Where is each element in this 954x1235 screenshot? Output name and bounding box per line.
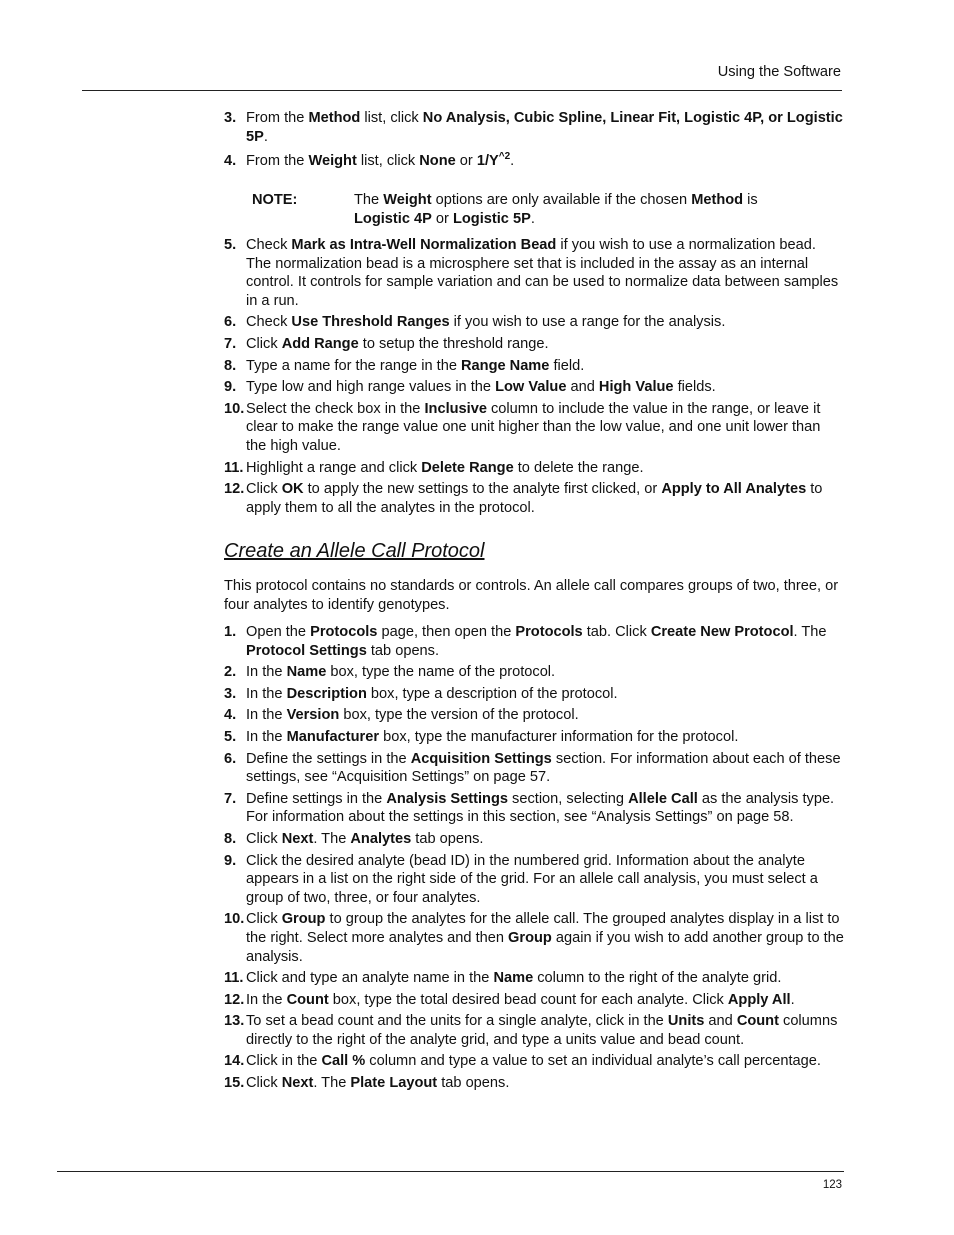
bold-term: Protocols [515,624,583,640]
step-number: 7. [224,335,237,352]
bold-term: Next [281,830,314,847]
list-item [224,1012,844,1049]
step-text: Open the Protocols page, then open the Protocols tab. Click Create New Protocol. The Protocol Settings tab opens. [246,624,827,659]
list-item [224,910,844,966]
step-text: Click in the Call % column and type a value to set an individual analyte’s call percentage. [246,1053,821,1070]
bold-term: Count [286,991,329,1008]
list-item [224,830,844,849]
bold-term: Plate Layout [350,1075,438,1092]
bold-term: Apply to All Analytes [661,481,807,498]
step-text: In the Manufacturer box, type the manufacturer information for the protocol. [246,728,739,745]
bold-term: Mark as Intra-Well Normalization Bead [291,237,557,253]
step-number: 3. [224,110,237,126]
list-item [224,969,844,988]
superscript: ^2 [498,151,511,163]
bold-term: Analytes [350,830,412,847]
step-number: 5. [224,237,237,253]
header-title: Using the Software [717,64,841,80]
bold-term: None [419,153,456,170]
steps-list-3 [224,623,844,1093]
step-text: Define the settings in the Acquisition Settings section. For information about each of these settings, see “Acquisition Settings” on page 57. [246,750,841,786]
step-text: From the Method list, click No Analysis, Cubic Spline, Linear Fit, Logistic 4P, or Logistic 5P. [246,110,843,145]
step-text: From the Weight list, click None or $1/Y^{\^{}2}$. [246,151,515,170]
steps-list-2 [224,236,844,517]
steps-list-1 [224,109,844,171]
step-text: Highlight a range and click Delete Range to delete the range. [246,459,644,476]
step-text: In the Name box, type the name of the protocol. [246,664,556,681]
step-number: 6. [224,314,237,331]
step-text: In the Count box, type the total desired bead count for each analyte. Click Apply All. [246,991,795,1008]
step-number: 5. [224,728,237,745]
bold-term: Low Value [495,379,567,396]
steps-list-1-container [224,109,844,171]
step-text: Check Mark as Intra-Well Normalization Bead if you wish to use a normalization bead. The normalization bead is a microsphere set that is included in the assay as an internal control. It controls for sample variation and can be used to normalize data between samples in a run. [246,237,839,309]
section-intro: This protocol contains no standards or controls. An allele call compares groups of two, three, or four analytes to identify genotypes. [224,578,839,613]
list-item [224,109,844,146]
step-text: Click and type an analyte name in the Name column to the right of the analyte grid. [246,970,782,987]
list-item [224,1074,844,1093]
step-number: 10. [224,911,245,928]
note-box [252,191,812,228]
footer-rule [57,1171,844,1172]
step-text: To set a bead count and the units for a single analyte, click in the Units and Count columns directly to the right of the analyte grid, and type a units value and bead count. [246,1013,838,1048]
bold-term: Create New Protocol [650,624,794,640]
step-number: 13. [224,1013,245,1030]
bold-term: Description [286,685,367,702]
bold-term: Count [736,1013,779,1030]
bold-term: Method [691,192,744,208]
list-item [224,335,844,354]
list-item [224,663,844,682]
list-item [224,313,844,332]
list-item [224,378,844,397]
bold-term: Use Threshold Ranges [291,314,450,331]
step-number: 12. [224,991,245,1008]
bold-term: Group [508,929,552,946]
step-number: 8. [224,830,237,847]
step-number: 4. [224,707,237,724]
step-text: Click Group to group the analytes for the allele call. The grouped analytes display in a list to the right. Select more analytes and then Group again if you wish to add another group to the analysis. [246,911,844,965]
step-number: 4. [224,153,237,170]
bold-term: Protocols [310,624,378,640]
bold-term: Acquisition Settings [410,750,552,767]
steps-list-2-container [224,236,844,517]
step-text: In the Description box, type a description of the protocol. [246,685,618,702]
step-text: Click Next. The Analytes tab opens. [246,830,484,847]
step-number: 11. [224,459,244,476]
step-text: Click Next. The Plate Layout tab opens. [246,1075,510,1092]
bold-term: Call % [321,1053,366,1070]
bold-term: OK [281,481,304,498]
step-number: 1. [224,624,237,640]
step-number: 15. [224,1075,245,1092]
list-item [224,991,844,1010]
list-item [224,790,844,827]
list-item [224,685,844,704]
list-item [224,852,844,908]
list-item [224,236,844,310]
step-text: In the Version box, type the version of the protocol. [246,707,579,724]
list-item [224,400,844,456]
list-item [224,750,844,787]
list-item [224,1052,844,1071]
list-item [224,357,844,376]
bold-term: Name [286,664,327,681]
bold-term: Analysis Settings [386,790,508,807]
step-text: Define settings in the Analysis Settings section, selecting Allele Call as the analysis type. For information about the settings in this section, see “Analysis Settings” on page 58. [246,790,835,826]
step-text: Type a name for the range in the Range Name field. [246,357,585,374]
section-title: Create an Allele Call Protocol [224,540,485,562]
note-label: NOTE: [252,192,298,208]
list-item [224,480,844,517]
bold-term: Method [308,110,361,126]
list-item [224,623,844,660]
list-item [224,706,844,725]
bold-term: Delete Range [421,459,514,476]
step-number: 12. [224,481,245,498]
steps-list-3-container [224,623,844,1093]
step-number: 9. [224,379,237,396]
step-number: 8. [224,357,237,374]
step-text: Check Use Threshold Ranges if you wish to use a range for the analysis. [246,314,726,331]
bold-term: Group [281,911,326,928]
list-item [224,459,844,478]
step-number: 2. [224,664,237,681]
step-text: Select the check box in the Inclusive column to include the value in the range, or leave it clear to make the range value one unit higher than the low value, and one unit lower than the high value. [246,400,821,454]
bold-term: Logistic 5P [452,210,531,227]
step-number: 14. [224,1053,245,1070]
bold-term: Apply All [727,991,791,1008]
bold-term: Units [667,1013,705,1030]
bold-term: Version [286,707,340,724]
bold-term: Next [281,1075,314,1092]
bold-term: Allele Call [628,790,698,807]
step-number: 10. [224,400,245,417]
note-text: The Weight options are only available if the chosen Method is Logistic 4P or Logistic 5P. [354,192,758,227]
page-number: 123 [822,1179,842,1191]
bold-term: Name [493,970,534,987]
bold-term: Weight [383,192,432,208]
bold-term: Manufacturer [286,728,380,745]
bold-term: Logistic 4P [354,210,432,227]
bold-term: Add Range [281,335,359,352]
step-text: Click OK to apply the new settings to the analyte first clicked, or Apply to All Analytes to apply them to all the analytes in the protocol. [246,481,823,516]
bold-term: No Analysis, Cubic Spline, Linear Fit, Logistic 4P, or Logistic 5P [246,110,843,145]
bold-term: Range Name [461,357,550,374]
bold-term: Protocol Settings [246,642,367,659]
bold-term: High Value [598,379,674,396]
header-rule [82,90,842,91]
bold-term: Inclusive [424,400,487,417]
step-number: 11. [224,970,244,987]
list-item [224,152,844,171]
step-number: 7. [224,790,237,807]
bold-term: Weight [308,153,357,170]
step-text: Type low and high range values in the Low Value and High Value fields. [246,379,716,396]
step-text: Click the desired analyte (bead ID) in the numbered grid. Information about the analyte appears in a list on the right side of the grid. For an allele call analysis, you must select a group of two, three, or four analytes. [246,852,818,906]
bold-term: 1/Y [476,153,499,170]
step-number: 9. [224,852,237,869]
step-number: 3. [224,685,237,702]
list-item [224,728,844,747]
step-text: Click Add Range to setup the threshold range. [246,335,549,352]
step-number: 6. [224,750,237,767]
